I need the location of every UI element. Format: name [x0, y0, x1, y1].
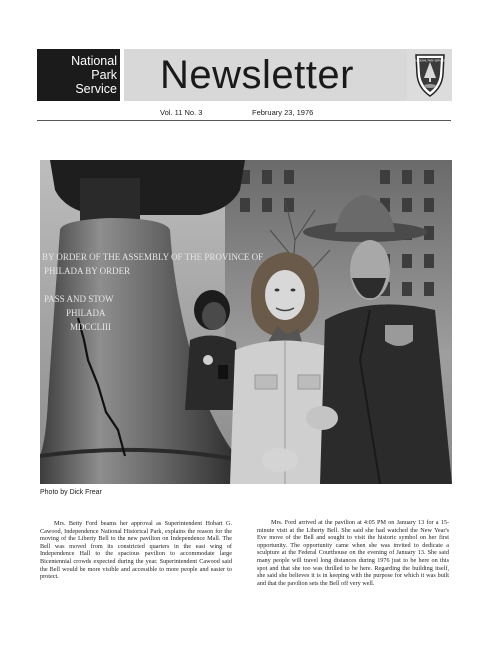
bell-inscription-3: PASS AND STOW [44, 294, 114, 304]
issue-volume: Vol. 11 No. 3 [160, 108, 203, 117]
bell-inscription-1: BY ORDER OF THE ASSEMBLY OF THE PROVINCE OF [42, 252, 264, 262]
cover-photo [40, 160, 452, 484]
nps-logo [407, 49, 452, 101]
masthead-divider [37, 120, 451, 121]
agency-line-park: Park [91, 68, 117, 82]
bell-yoke [50, 160, 245, 215]
arrowhead-emblem-icon [412, 52, 448, 98]
bell-inscription-4: PHILADA [66, 308, 106, 318]
newsletter-title: Newsletter [160, 53, 354, 97]
agency-block [37, 49, 120, 101]
bell-inscription-5: MDCCLIII [70, 322, 111, 332]
ranger-hand [306, 406, 338, 430]
nps-patch-icon [385, 325, 413, 346]
issue-date: February 23, 1976 [252, 108, 314, 117]
microphone-icon [203, 355, 213, 365]
logo-text: NATIONAL PARK SERVICE [414, 59, 445, 63]
article-column-right: Mrs. Ford arrived at the pavilion at 4:05 PM on January 13 for a 15-minute visit at the Liberty Bell. She said she had watched the New Year's Eve move of the Bell and sought to visit the historic symbol on her first opportunity. The opportunity came when she was invited to dedicate a sculpture at the Federal Courthouse on the evening of January 13. She said many people will travel long distances during 1976 just to be here on this spot and that she too was thrilled to be here. Regarding the building itself, she said she believes it is in keeping with the purpose for which it was built and that the pavilion sets the Bell off very well. [257, 519, 449, 587]
agency-line-service: Service [75, 82, 117, 96]
photo-credit: Photo by Dick Frear [40, 489, 102, 496]
bell-inscription-2: PHILADA BY ORDER [44, 266, 131, 276]
agency-line-national: National [71, 54, 117, 68]
article-column-left: Mrs. Betty Ford beams her approval as Superintendent Hobart G. Cawood, Independence National Historical Park, explains the reason for the moving of the Liberty Bell to the new pavilion on Independence Mall. The Bell was moved from its constricted quarters in the east wing of Independence Hall to the spacious pavilion to accommodate large Bicentennial crowds expected during the year. Superintendent Cawood said the Bell would be more visible and accessible to more people and easier to protect. [40, 520, 232, 581]
tape-recorder [218, 365, 228, 379]
